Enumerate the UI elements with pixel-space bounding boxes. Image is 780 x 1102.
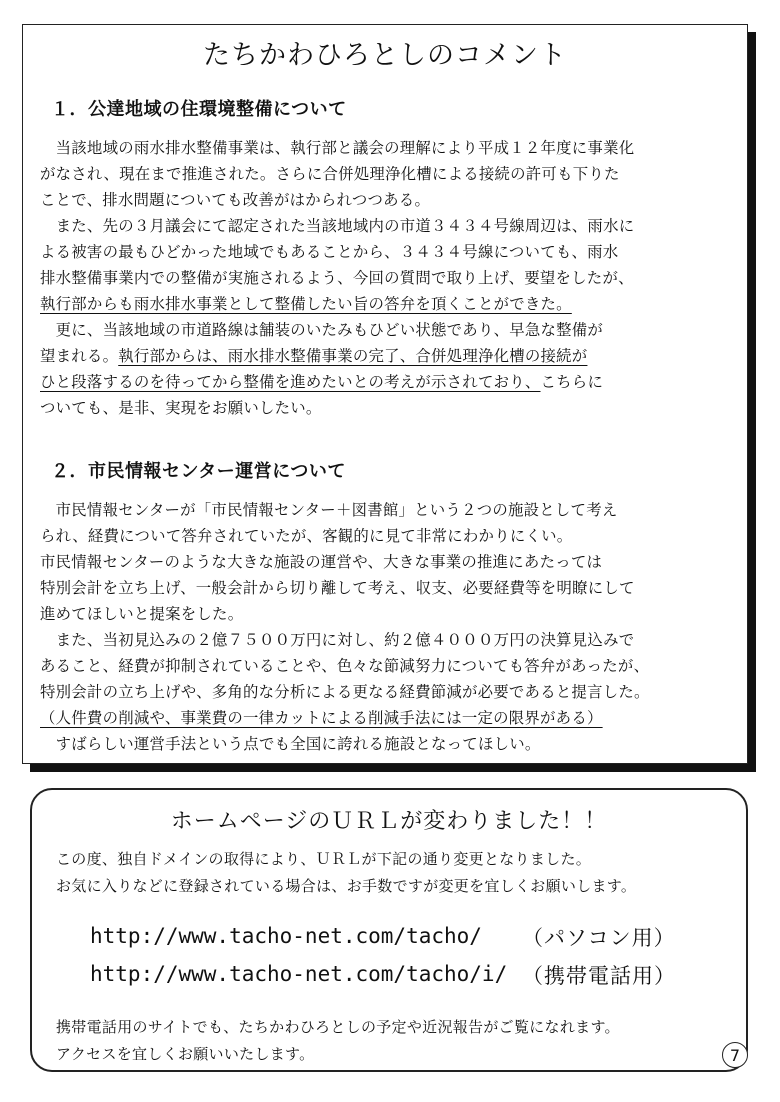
section1-line: 更に、当該地域の市道路線は舗装のいたみもひどい状態であり、早急な整備が (40, 321, 604, 339)
section1-line-part: 望まれる。 (40, 347, 119, 365)
section1-line-underlined: 執行部からは、雨水排水整備事業の完了、合併処理浄化槽の接続が (118, 347, 588, 365)
section1-line-part: こちらに (540, 373, 604, 391)
section1-line: がなされ、現在まで推進された。さらに合併処理浄化槽による接続の許可も下りた (40, 165, 620, 183)
section2-line: また、当初見込みの２億７５００万円に対し、約２億４０００万円の決算見込みで (40, 631, 635, 649)
section2-line: すばらしい運営手法という点でも全国に誇れる施設となってほしい。 (40, 735, 541, 753)
section2-line: 市民情報センターのような大きな施設の運営や、大きな事業の推進にあたっては (40, 553, 603, 571)
section1-line: よる被害の最もひどかった地域でもあることから、３４３４号線についても、雨水 (40, 243, 619, 261)
section1-line (40, 343, 739, 369)
page-number: 7 (722, 1042, 748, 1068)
section1-line: 排水整備事業内での整備が実施されるよう、今回の質問で取り上げ、要望をしたが、 (40, 269, 634, 287)
url-intro-line: この度、独自ドメインの取得により、ＵＲＬが下記の通り変更となりました。 (56, 850, 592, 868)
section1-line (40, 369, 739, 395)
url-notice-title: ホームページのＵＲＬが変わりました！！ (170, 809, 608, 834)
url-footer-line: アクセスを宜しくお願いいたします。 (56, 1045, 315, 1063)
section2-line-underlined: （人件費の削減や、事業費の一律カットによる削減手法には一定の限界がある） (40, 709, 603, 727)
section2-heading: ２．市民情報センター運営について (51, 461, 346, 482)
section1-line: ことで、排水問題についても改善がはかられつつある。 (40, 191, 431, 209)
section2-line: 特別会計の立ち上げや、多角的な分析による更なる経費節減が必要であると提言した。 (40, 683, 650, 701)
section1-line-underlined: 執行部からも雨水排水事業として整備したい旨の答弁を頂くことができた。 (40, 295, 572, 313)
section1-body (40, 135, 739, 421)
pc-url-link[interactable]: http://www.tacho-net.com/tacho/ (90, 924, 482, 948)
url-notice-footer (56, 1014, 620, 1068)
section2-line: 特別会計を立ち上げ、一般会計から切り離して考え、収支、必要経費等を明瞭にして (40, 579, 635, 597)
section1-line-underlined: ひと段落するのを待ってから整備を進めたいとの考えが示されており、 (40, 373, 541, 391)
section2-line: あること、経費が抑制されていることや、色々な節減努力についても答弁があったが、 (40, 657, 650, 675)
section1-line: ついても、是非、実現をお願いしたい。 (40, 399, 322, 417)
url-footer-line: 携帯電話用のサイトでも、たちかわひろとしの予定や近況報告がご覧になれます。 (56, 1018, 620, 1036)
section1-line: 当該地域の雨水排水整備事業は、執行部と議会の理解により平成１２年度に事業化 (40, 139, 635, 157)
url-notice-intro (56, 846, 636, 900)
url-change-notice (30, 788, 748, 1072)
section2-line: られ、経費について答弁されていたが、客観的に見て非常にわかりにくい。 (40, 527, 573, 545)
section1-heading: １．公達地域の住環境整備について (51, 99, 347, 120)
section1-line: また、先の３月議会にて認定された当該地域内の市道３４３４号線周辺は、雨水に (40, 217, 635, 235)
mobile-url-note: （携帯電話用） (522, 964, 676, 988)
section2-line: 市民情報センターが「市民情報センター＋図書館」という２つの施設として考え (40, 501, 618, 519)
section2-body (40, 497, 739, 757)
page-title: たちかわひろとしのコメント (203, 40, 567, 71)
comment-box (22, 24, 748, 764)
mobile-url-link[interactable]: http://www.tacho-net.com/tacho/i/ (90, 962, 508, 986)
section2-line: 進めてほしいと提案をした。 (40, 605, 244, 623)
pc-url-note: （パソコン用） (522, 926, 676, 950)
url-intro-line: お気に入りなどに登録されている場合は、お手数ですが変更を宜しくお願いします。 (56, 877, 637, 895)
